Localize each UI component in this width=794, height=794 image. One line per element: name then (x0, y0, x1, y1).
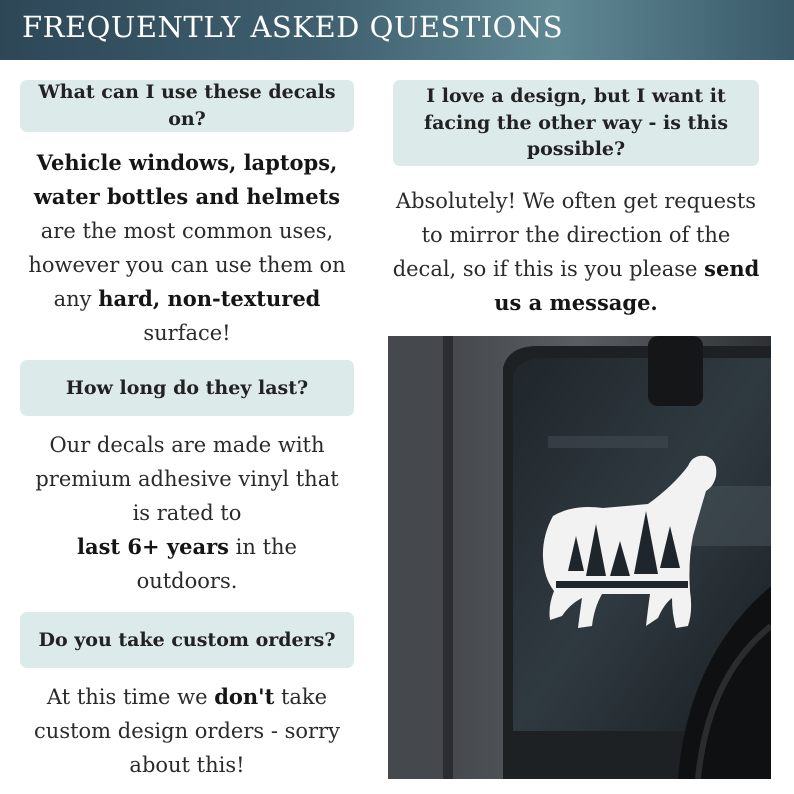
question-text: Do you take custom orders? (38, 628, 336, 651)
question-box-durability (20, 360, 354, 416)
question-text: How long do they last? (65, 376, 309, 399)
question-text: What can I use these decals on? (38, 81, 336, 130)
answer-text: Our decals are made with premium adhesive vinyl that is rated to (35, 433, 339, 525)
answer-mirror-design (392, 184, 760, 320)
answer-bold: water bottles and helmets (33, 184, 341, 209)
question-text: I love a design, but I want it facing the other way - is this possible? (423, 85, 729, 161)
answer-text: in the outdoors. (136, 535, 297, 593)
answer-durability (24, 428, 350, 598)
faq-header (0, 0, 794, 60)
page-title: FREQUENTLY ASKED QUESTIONS (22, 10, 564, 44)
decal-photo-illustration (388, 336, 771, 779)
answer-decal-uses (14, 146, 360, 350)
answer-text: take custom design orders - sorry about this! (34, 685, 340, 777)
answer-text: At this time we (46, 685, 215, 709)
answer-text: surface! (143, 321, 231, 345)
answer-bold: Vehicle windows, laptops, (36, 150, 338, 175)
answer-bold: last 6+ years (77, 534, 229, 559)
answer-custom-orders (34, 680, 340, 782)
answer-bold: send us a message. (494, 256, 760, 315)
answer-text: are the most common uses, however you can use them on any (28, 219, 346, 311)
answer-text: Absolutely! We often get requests to mirror the direction of the decal, so if this is you please (392, 189, 757, 281)
question-box-mirror-design (393, 80, 759, 166)
question-box-custom-orders (20, 612, 354, 668)
answer-bold: don't (214, 684, 275, 709)
answer-bold: hard, non-textured (98, 286, 321, 311)
question-box-decal-uses (20, 80, 354, 132)
car-window-dog-decal-photo (388, 336, 771, 779)
